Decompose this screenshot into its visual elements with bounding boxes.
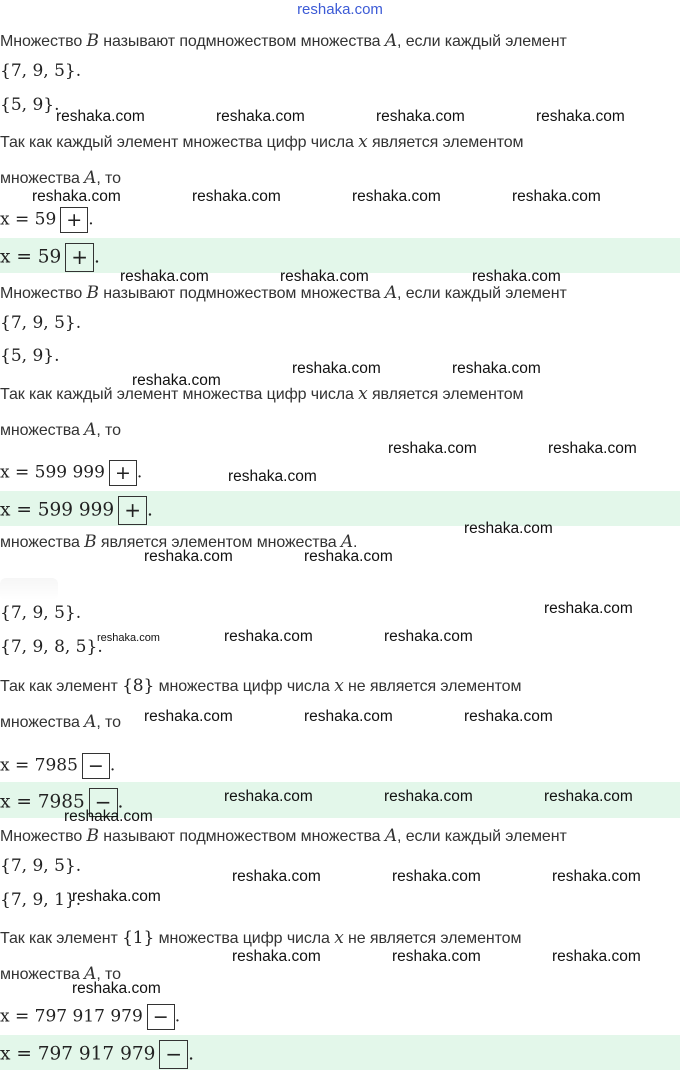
answer: x = 599 999 + . (0, 462, 143, 484)
watermark: reshaka.com (216, 108, 305, 125)
watermark: reshaka.com (192, 188, 281, 205)
reason-line-2: множества A, то (0, 712, 121, 732)
watermark: reshaka.com (72, 980, 161, 997)
watermark: reshaka.com (304, 548, 393, 565)
watermark: reshaka.com (548, 440, 637, 457)
image-artifact (0, 578, 58, 600)
watermark: reshaka.com (472, 268, 561, 285)
plus-sign-box: + (65, 243, 94, 272)
plus-sign-box: + (60, 207, 88, 233)
watermark: reshaka.com (224, 788, 313, 805)
watermark: reshaka.com (388, 440, 477, 457)
answer: x = 797 917 979 − . (0, 1006, 181, 1028)
definition-tail: множества B является элементом множества A. (0, 532, 358, 552)
watermark: reshaka.com (56, 108, 145, 125)
definition-line: Множество B называют подмножеством множества A, если каждый элемент (0, 283, 567, 303)
watermark: reshaka.com (376, 108, 465, 125)
set-b: {5, 9}. (0, 95, 60, 115)
minus-sign-box: − (159, 1040, 188, 1069)
watermark: reshaka.com (544, 600, 633, 617)
watermark: reshaka.com (392, 948, 481, 965)
definition-line: Множество B называют подмножеством множества A, если каждый элемент (0, 31, 567, 51)
watermark: reshaka.com (392, 868, 481, 885)
watermark: reshaka.com (232, 868, 321, 885)
watermark: reshaka.com (64, 808, 153, 825)
watermark: reshaka.com (552, 868, 641, 885)
answer-highlight: x = 59 + . (0, 243, 680, 272)
plus-sign-box: + (118, 496, 147, 525)
minus-sign-box: − (82, 753, 110, 779)
reason-line: Так как каждый элемент множества цифр числа x является элементом (0, 384, 524, 404)
set-a: {7, 9, 5}. (0, 61, 82, 81)
set-a: {7, 9, 5}. (0, 603, 82, 623)
plus-sign-box: + (109, 460, 137, 486)
watermark: reshaka.com (72, 888, 161, 905)
watermark: reshaka.com (232, 948, 321, 965)
watermark: reshaka.com (97, 632, 160, 644)
answer-highlight: x = 797 917 979 − . (0, 1040, 680, 1069)
set-a: {7, 9, 5}. (0, 856, 82, 876)
watermark: reshaka.com (144, 708, 233, 725)
watermark: reshaka.com (304, 708, 393, 725)
answer: x = 7985 − . (0, 755, 116, 777)
minus-sign-box: − (89, 788, 118, 817)
answer: x = 59 + . (0, 209, 94, 231)
watermark: reshaka.com (464, 708, 553, 725)
set-b: {5, 9}. (0, 346, 60, 366)
watermark: reshaka.com (292, 360, 381, 377)
watermark: reshaka.com (224, 628, 313, 645)
reason-line: Так как элемент {8} множества цифр числа x не является элементом (0, 676, 522, 696)
watermark: reshaka.com (536, 108, 625, 125)
answer-highlight: x = 599 999 + . (0, 496, 680, 525)
watermark: reshaka.com (452, 360, 541, 377)
watermark: reshaka.com (32, 188, 121, 205)
answer-highlight: x = 7985 − . (0, 788, 680, 817)
watermark: reshaka.com (280, 268, 369, 285)
set-b: {7, 9, 1}. (0, 890, 82, 910)
reason-line-2: множества A, то (0, 168, 121, 188)
watermark: reshaka.com (120, 268, 209, 285)
site-watermark[interactable]: reshaka.com (297, 1, 383, 18)
watermark: reshaka.com (132, 372, 221, 389)
set-a: {7, 9, 5}. (0, 313, 82, 333)
watermark: reshaka.com (144, 548, 233, 565)
reason-line-2: множества A, то (0, 964, 121, 984)
set-b: {7, 9, 8, 5}. (0, 637, 103, 657)
watermark: reshaka.com (512, 188, 601, 205)
reason-line: Так как элемент {1} множества цифр числа x не является элементом (0, 928, 522, 948)
watermark: reshaka.com (228, 468, 317, 485)
reason-line-2: множества A, то (0, 420, 121, 440)
reason-line: Так как каждый элемент множества цифр числа x является элементом (0, 132, 524, 152)
minus-sign-box: − (147, 1004, 175, 1030)
definition-line: Множество B называют подмножеством множества A, если каждый элемент (0, 826, 567, 846)
watermark: reshaka.com (464, 520, 553, 537)
watermark: reshaka.com (552, 948, 641, 965)
watermark: reshaka.com (544, 788, 633, 805)
watermark: reshaka.com (384, 628, 473, 645)
watermark: reshaka.com (384, 788, 473, 805)
watermark: reshaka.com (352, 188, 441, 205)
